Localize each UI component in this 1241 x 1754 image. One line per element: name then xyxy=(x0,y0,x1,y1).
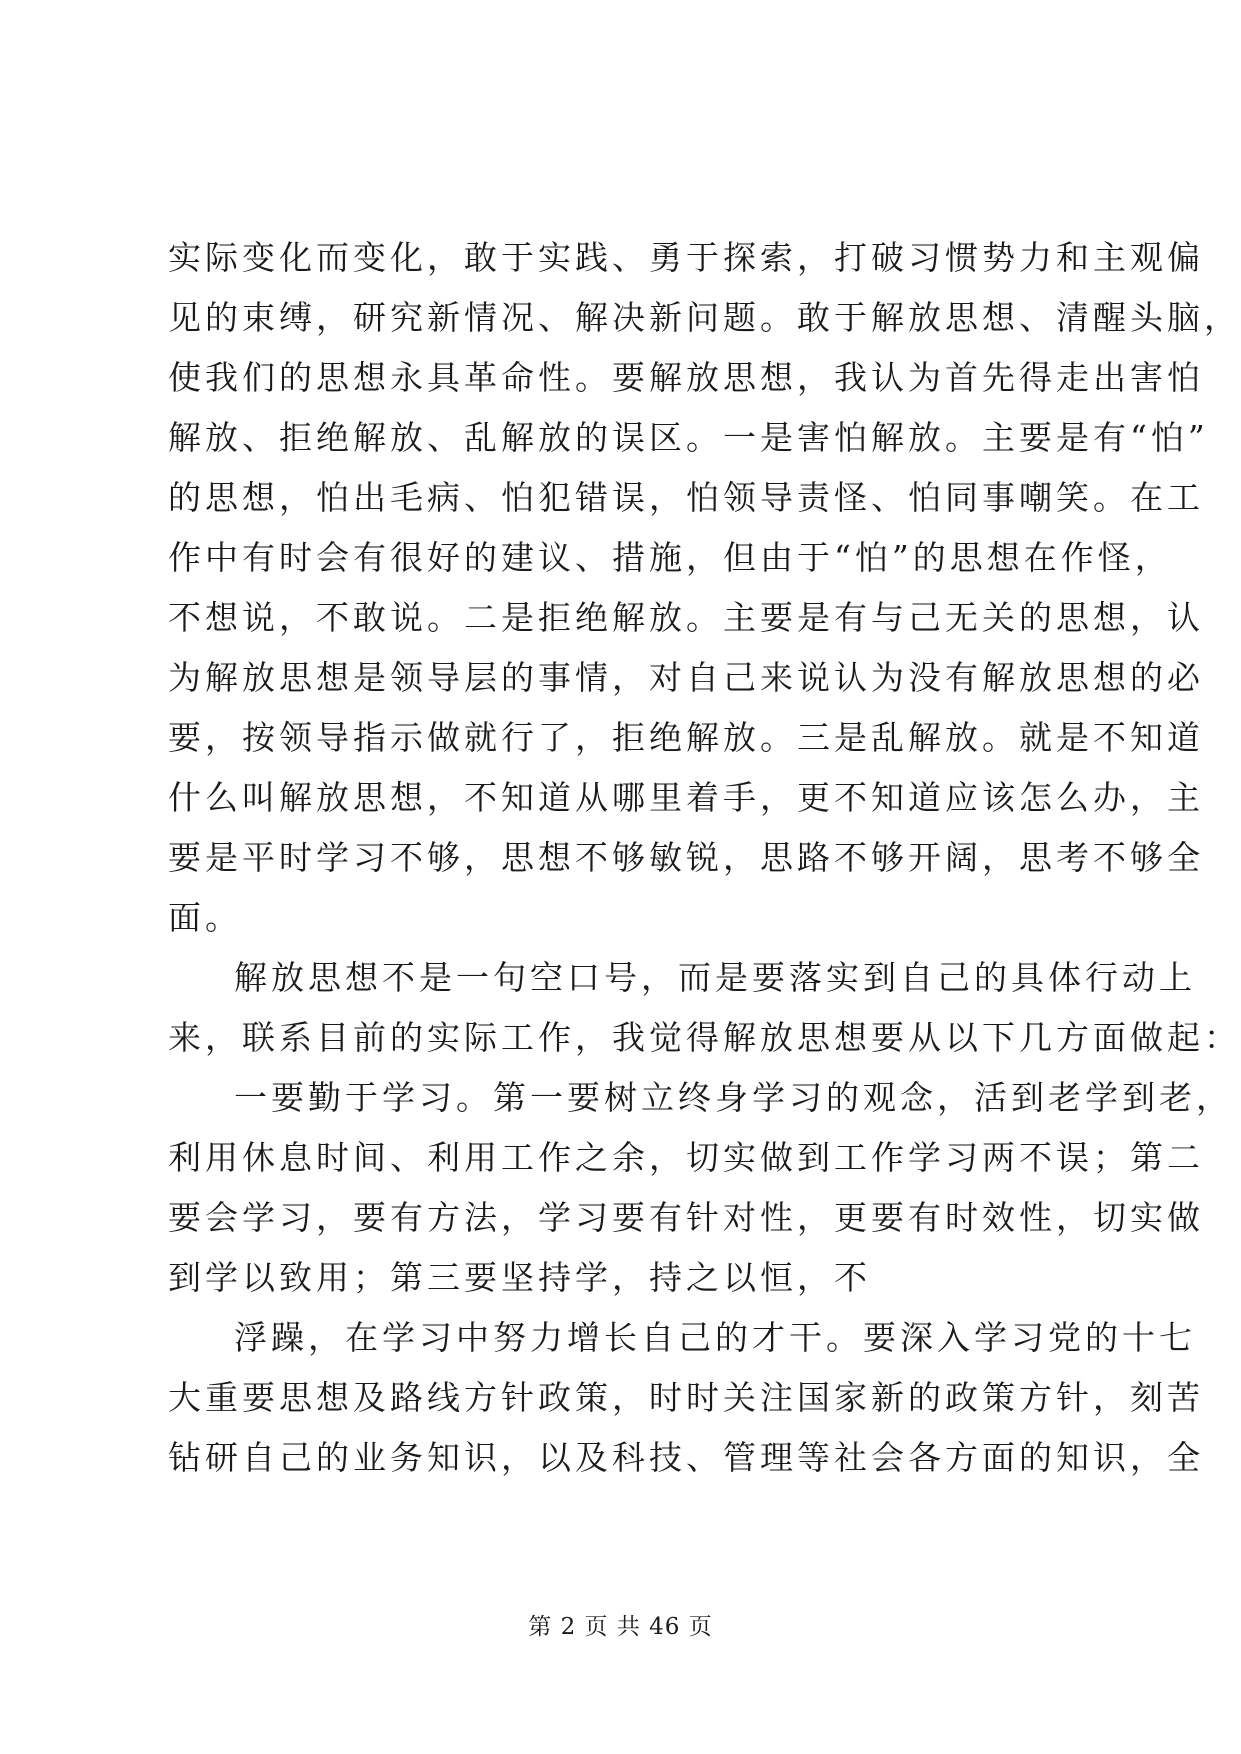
text-line: 见的束缚，研究新情况、解决新问题。敢于解放思想、清醒头脑， xyxy=(168,298,1241,337)
text-line: 解放思想不是一句空口号，而是要落实到自己的具体行动上 xyxy=(234,958,1196,997)
text-line: 面。 xyxy=(168,898,242,937)
text-line: 利用休息时间、利用工作之余，切实做到工作学习两不误；第二 xyxy=(168,1138,1204,1177)
text-line: 一要勤于学习。第一要树立终身学习的观念，活到老学到老， xyxy=(234,1078,1233,1117)
text-line: 来，联系目前的实际工作，我觉得解放思想要从以下几方面做起： xyxy=(168,1018,1241,1057)
text-line: 要是平时学习不够，思想不够敏锐，思路不够开阔，思考不够全 xyxy=(168,838,1204,877)
text-line: 作中有时会有很好的建议、措施，但由于“怕”的思想在作怪， xyxy=(168,538,1172,577)
text-line: 什么叫解放思想，不知道从哪里着手，更不知道应该怎么办，主 xyxy=(168,778,1204,817)
text-line: 的思想，怕出毛病、怕犯错误，怕领导责怪、怕同事嘲笑。在工 xyxy=(168,478,1204,517)
text-line: 大重要思想及路线方针政策，时时关注国家新的政策方针，刻苦 xyxy=(168,1378,1204,1417)
text-line: 到学以致用；第三要坚持学，持之以恒，不 xyxy=(168,1258,871,1297)
text-line: 要会学习，要有方法，学习要有针对性，更要有时效性，切实做 xyxy=(168,1198,1204,1237)
text-line: 钻研自己的业务知识，以及科技、管理等社会各方面的知识，全 xyxy=(168,1438,1204,1477)
text-line: 要，按领导指示做就行了，拒绝解放。三是乱解放。就是不知道 xyxy=(168,718,1204,757)
text-line: 实际变化而变化，敢于实践、勇于探索，打破习惯势力和主观偏 xyxy=(168,238,1204,277)
page-number-footer: 第 2 页 共 46 页 xyxy=(528,1614,713,1640)
text-line: 使我们的思想永具革命性。要解放思想，我认为首先得走出害怕 xyxy=(168,358,1204,397)
text-line: 为解放思想是领导层的事情，对自己来说认为没有解放思想的必 xyxy=(168,658,1204,697)
body-text xyxy=(168,228,1241,1488)
text-line: 浮躁，在学习中努力增长自己的才干。要深入学习党的十七 xyxy=(234,1318,1196,1357)
text-line: 解放、拒绝解放、乱解放的误区。一是害怕解放。主要是有“怕” xyxy=(168,418,1209,457)
text-line: 不想说，不敢说。二是拒绝解放。主要是有与己无关的思想，认 xyxy=(168,598,1204,637)
